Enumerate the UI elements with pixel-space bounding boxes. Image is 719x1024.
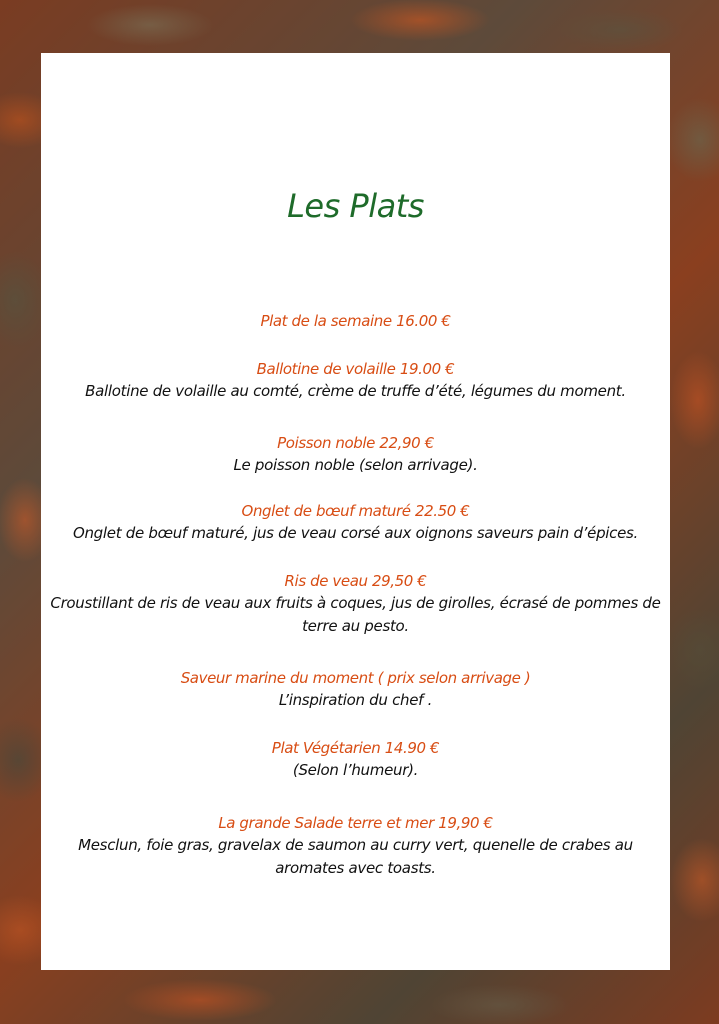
menu-item-description: Le poisson noble (selon arrivage).	[233, 456, 478, 474]
menu-item-description: L’inspiration du chef .	[278, 691, 433, 709]
menu-item	[41, 667, 670, 712]
menu-item	[41, 500, 670, 545]
menu-item-description: Croustillant de ris de veau aux fruits à coques, jus de girolles, écrasé de pommes de terre au pesto.	[50, 594, 661, 635]
menu-item-name: Plat de la semaine 16.00 €	[260, 312, 451, 330]
menu-item-name: Ballotine de volaille 19.00 €	[256, 360, 455, 378]
menu-item	[41, 812, 670, 880]
menu-item	[41, 570, 670, 638]
menu-item	[41, 432, 670, 477]
menu-item-description: Onglet de bœuf maturé, jus de veau corsé aux oignons saveurs pain d’épices.	[72, 524, 639, 542]
menu-page	[41, 53, 670, 970]
page-title: Les Plats	[287, 187, 424, 225]
menu-item	[41, 310, 670, 332]
menu-item-description: Ballotine de volaille au comté, crème de truffe d’été, légumes du moment.	[85, 382, 626, 400]
menu-item-name: Onglet de bœuf maturé 22.50 €	[241, 502, 470, 520]
menu-item-name: Plat Végétarien 14.90 €	[271, 739, 440, 757]
menu-item-name: Poisson noble 22,90 €	[277, 434, 434, 452]
menu-item-name: Saveur marine du moment ( prix selon arrivage )	[180, 669, 531, 687]
menu-item-name: Ris de veau 29,50 €	[284, 572, 427, 590]
menu-item	[41, 737, 670, 782]
menu-item-description: Mesclun, foie gras, gravelax de saumon au curry vert, quenelle de crabes au aromates avec toasts.	[78, 836, 633, 877]
menu-item	[41, 358, 670, 403]
menu-item-name: La grande Salade terre et mer 19,90 €	[218, 814, 493, 832]
menu-item-description: (Selon l’humeur).	[292, 761, 419, 779]
